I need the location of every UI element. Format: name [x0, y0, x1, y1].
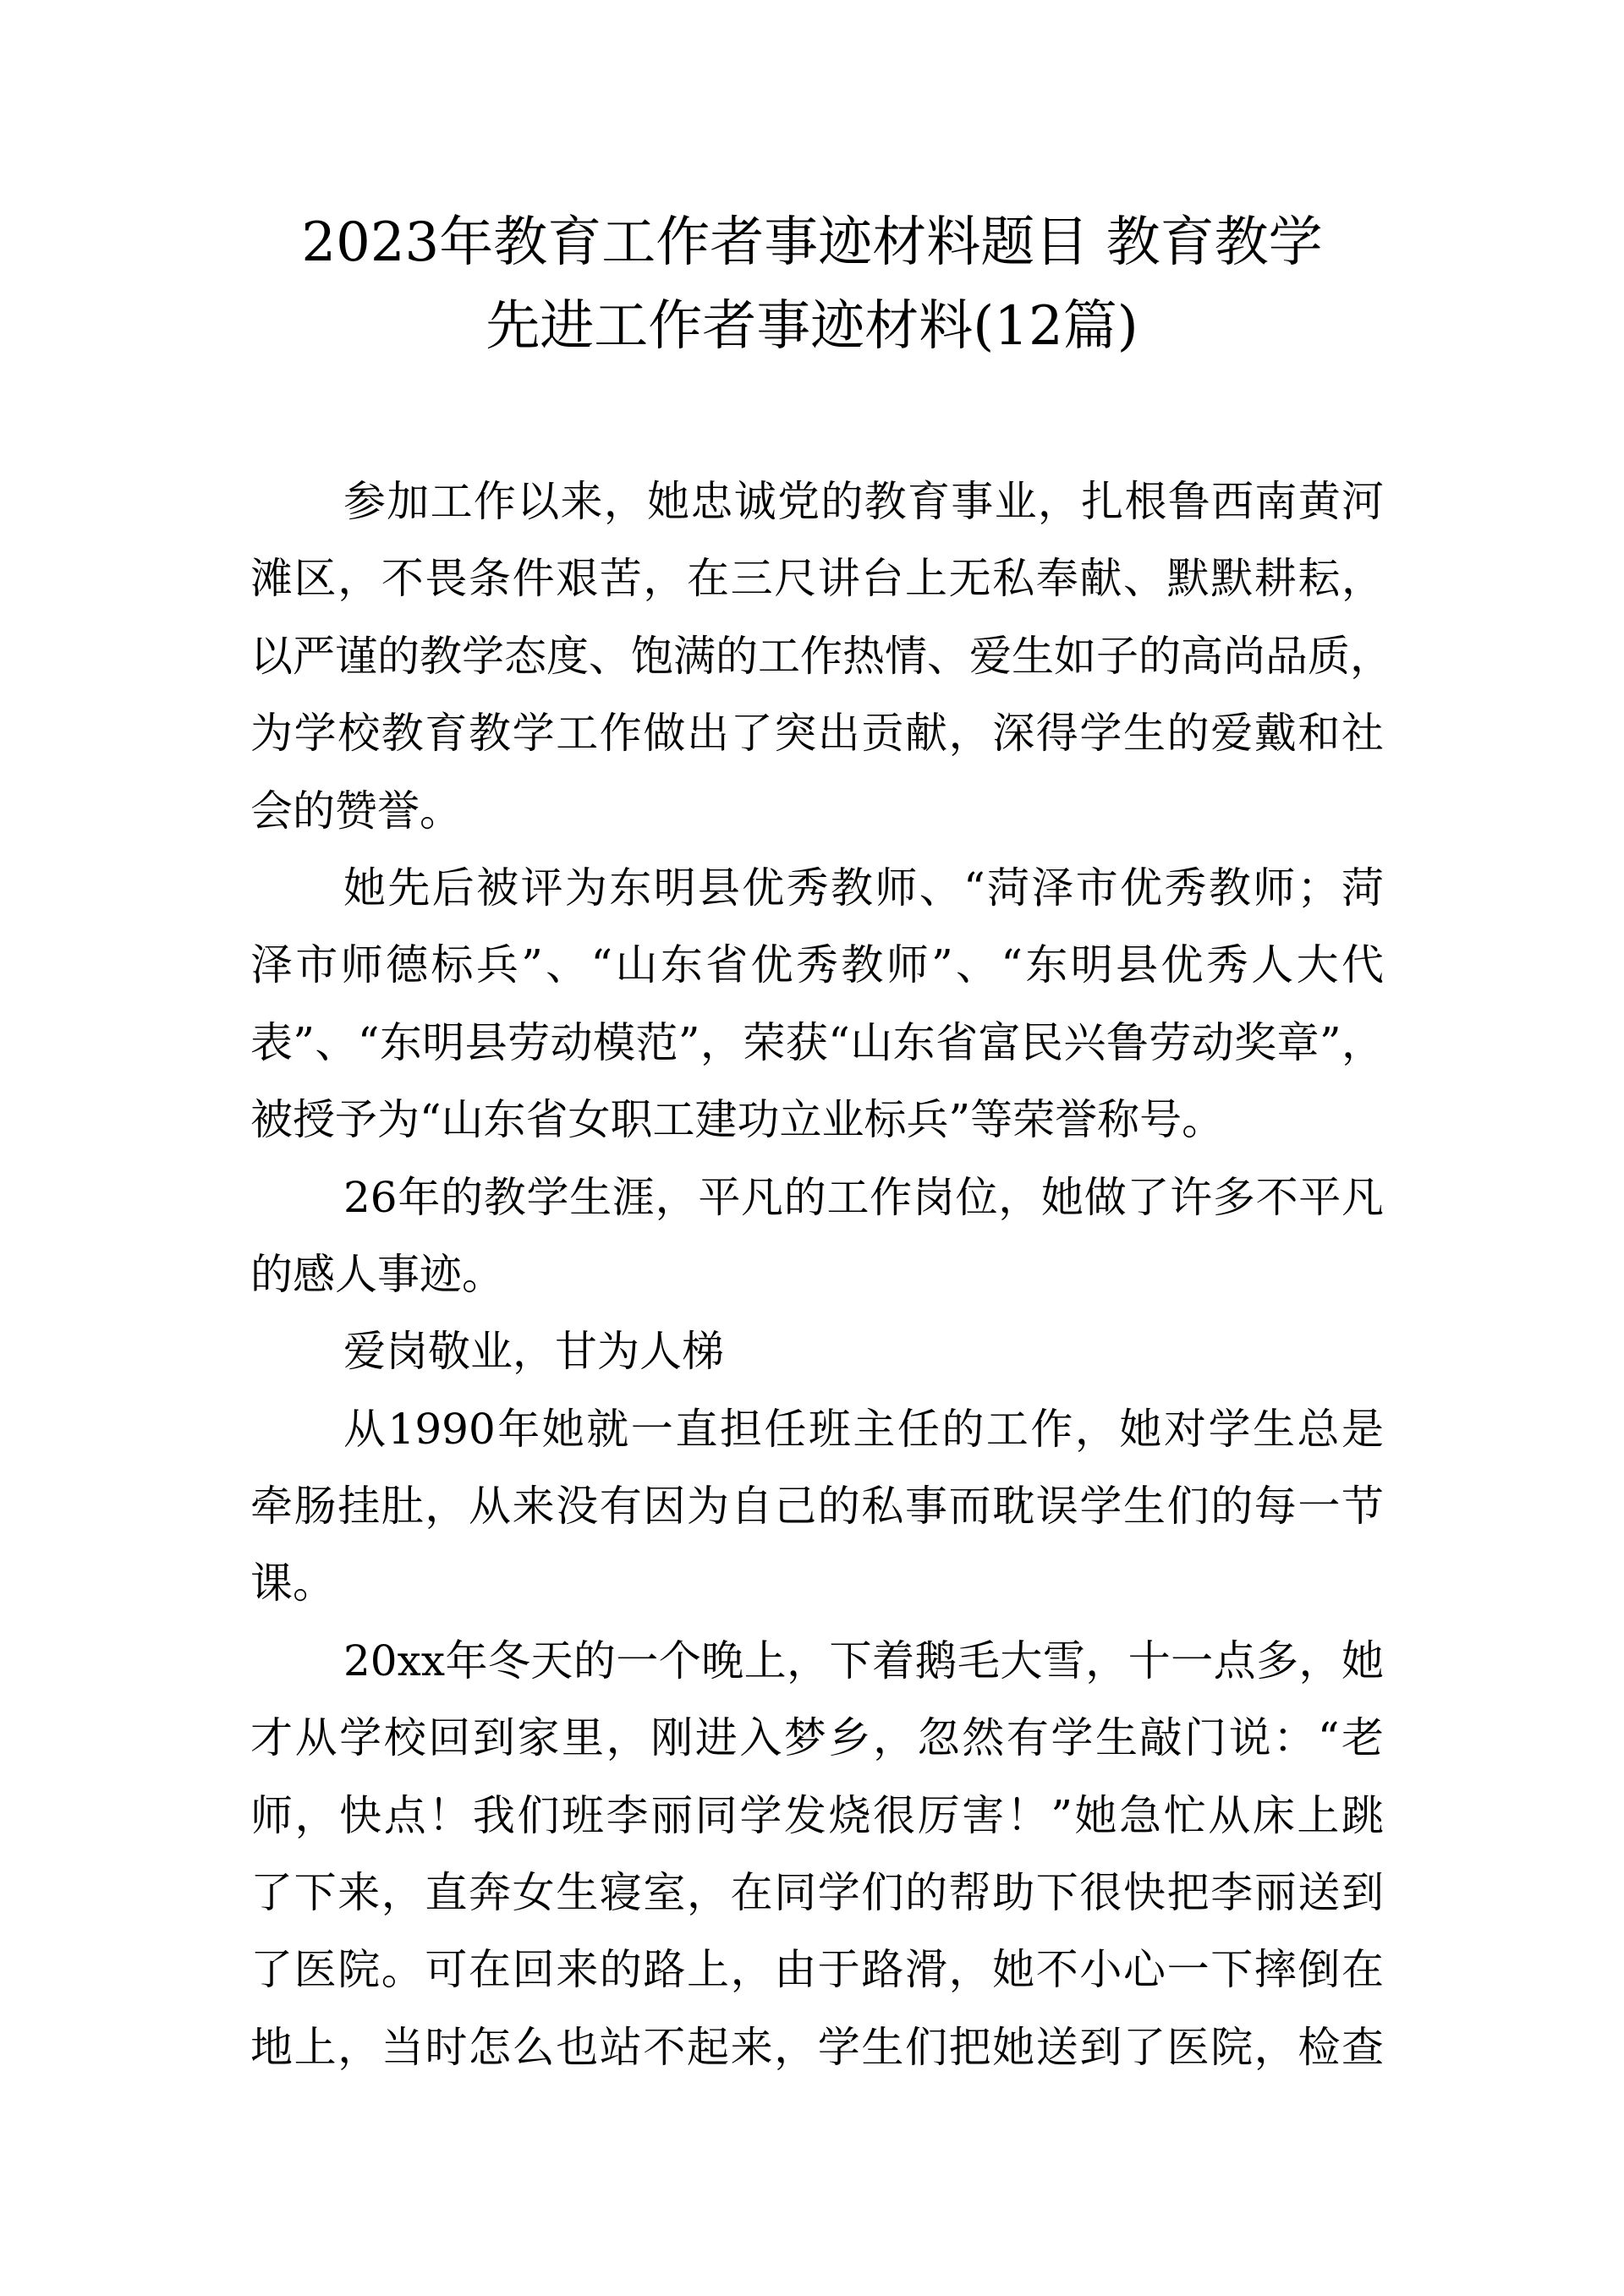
paragraph-line: 牵肠挂肚，从来没有因为自己的私事而耽误学生们的每一节: [250, 1482, 1384, 1532]
paragraph-line: 地上，当时怎么也站不起来，学生们把她送到了医院，检查: [250, 2022, 1384, 2072]
paragraph: [250, 1391, 1384, 1623]
paragraph-line: 表”、“东明县劳动模范”，荣获“山东省富民兴鲁劳动奖章”，: [250, 1017, 1384, 1067]
paragraph-line: 了医院。可在回来的路上，由于路滑，她不小心一下摔倒在: [250, 1945, 1384, 1995]
paragraph-line: 课。: [250, 1559, 335, 1608]
paragraph: [250, 463, 1392, 850]
paragraph: [250, 850, 1384, 1159]
paragraph-line: 了下来，直奔女生寝室，在同学们的帮助下很快把李丽送到: [250, 1868, 1384, 1918]
paragraph-line: 泽市师德标兵”、“山东省优秀教师”、“东明县优秀人大代: [250, 940, 1384, 990]
document-body: [250, 463, 1392, 2086]
paragraph-line: 才从学校回到家里，刚进入梦乡，忽然有学生敲门说：“老: [250, 1713, 1384, 1763]
paragraph-line: 她先后被评为东明县优秀教师、“菏泽市优秀教师；菏: [343, 863, 1384, 912]
document-title-line-2: 先进工作者事迹材料(12篇): [486, 295, 1138, 358]
paragraph-line: 的感人事迹。: [250, 1249, 504, 1299]
paragraph: [250, 1623, 1384, 2086]
paragraph-line: 爱岗敬业，甘为人梯: [343, 1327, 724, 1377]
paragraph-line: 被授予为“山东省女职工建功立业标兵”等荣誉称号。: [250, 1095, 1225, 1145]
paragraph-line: 从1990年她就一直担任班主任的工作，她对学生总是: [343, 1404, 1384, 1454]
paragraph-line: 26年的教学生涯，平凡的工作岗位，她做了许多不平凡: [343, 1172, 1384, 1222]
paragraph-line: 20xx年冬天的一个晚上，下着鹅毛大雪，十一点多，她: [343, 1636, 1384, 1685]
paragraph-line: 师，快点！我们班李丽同学发烧很厉害！”她急忙从床上跳: [250, 1790, 1384, 1840]
paragraph: [250, 1313, 1384, 1390]
paragraph-line: 为学校教育教学工作做出了突出贡献，深得学生的爱戴和社: [250, 709, 1384, 759]
paragraph-line: 滩区，不畏条件艰苦，在三尺讲台上无私奉献、默默耕耘，: [250, 554, 1384, 604]
paragraph-line: 参加工作以来，她忠诚党的教育事业，扎根鲁西南黄河: [343, 477, 1384, 526]
paragraph: [250, 1159, 1384, 1314]
paragraph-line: 以严谨的教学态度、饱满的工作热情、爱生如子的高尚品质，: [250, 631, 1392, 681]
document-title-line-1: 2023年教育工作者事迹材料题目 教育教学: [301, 211, 1323, 274]
paragraph-line: 会的赞誉。: [250, 786, 462, 836]
